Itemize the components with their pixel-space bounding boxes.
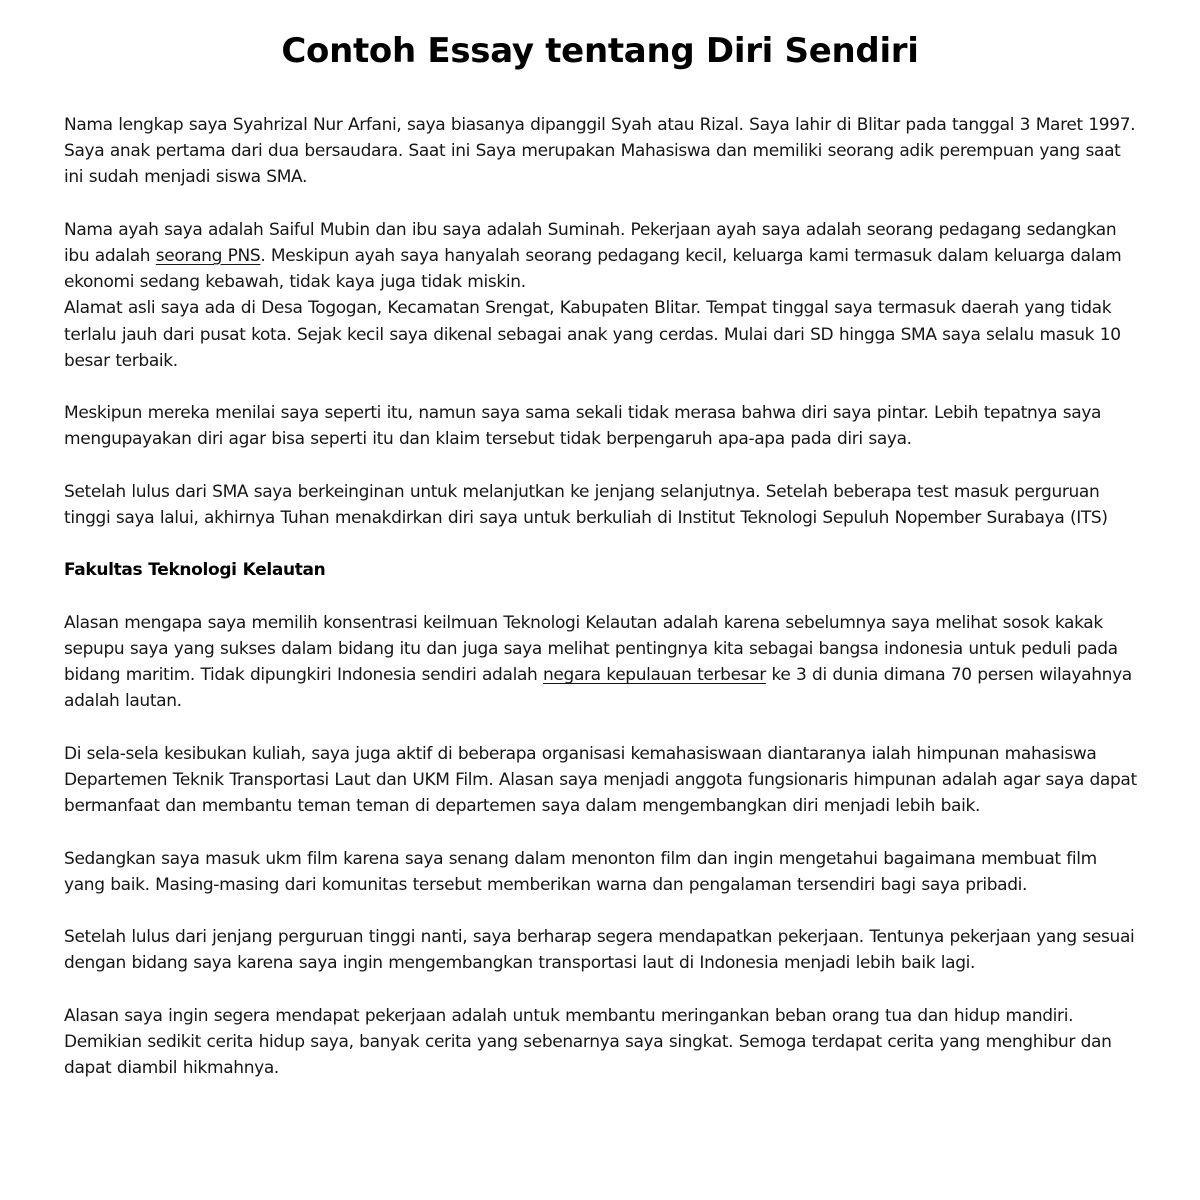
paragraph-opinion: Meskipun mereka menilai saya seperti itu, namun saya sama sekali tidak merasa bahwa diri saya pintar. Lebih tepatnya saya mengupayakan diri agar bisa seperti itu dan klaim tersebut tidak berpengaruh apa-apa pada diri saya. [64, 403, 1102, 450]
paragraph-intro: Nama lengkap saya Syahrizal Nur Arfani, saya biasanya dipanggil Syah atau Rizal. Saya lahir di Blitar pada tanggal 3 Maret 1997. Saya anak pertama dari dua bersaudara. Saat ini Saya merupakan Mahasiswa dan memiliki seorang adik perempuan yang saat ini sudah menjadi siswa SMA. [64, 115, 1136, 188]
paragraph-closing: Alasan saya ingin segera mendapat pekerjaan adalah untuk membantu meringankan beban orang tua dan hidup mandiri. Demikian sedikit cerita hidup saya, banyak cerita yang sebenarnya saya singkat. Semoga terdapat cerita yang menghibur dan dapat diambil hikmahnya. [64, 1005, 1112, 1079]
negara-kepulauan-link[interactable]: negara kepulauan terbesar [543, 665, 766, 686]
paragraph-family [64, 217, 1142, 296]
paragraph-reason-text-end: ke 3 di dunia dimana 70 persen wilayahnya adalah lautan. [64, 665, 1132, 712]
paragraph-university: Setelah lulus dari SMA saya berkeinginan untuk melanjutkan ke jenjang selanjutnya. Setelah beberapa test masuk perguruan tinggi saya lalui, akhirnya Tuhan menakdirkan diri saya untuk berkuliah di Institut Teknologi Sepuluh Nopember Surabaya (ITS) [64, 481, 1108, 528]
section-heading-faculty: Fakultas Teknologi Kelautan [64, 560, 326, 581]
paragraph-reason [64, 610, 1142, 715]
essay-body [64, 112, 1142, 1108]
paragraph-film-club: Sedangkan saya masuk ukm film karena saya senang dalam menonton film dan ingin mengetahui bagaimana membuat film yang baik. Masing-masing dari komunitas tersebut memberikan warna dan pengalaman tersendiri bagi saya pribadi. [64, 848, 1097, 895]
paragraph-family-text-end: . Meskipun ayah saya hanyalah seorang pedagang kecil, keluarga kami termasuk dalam keluarga dalam ekonomi sedang kebawah, tidak kaya juga tidak miskin. [64, 246, 1122, 293]
paragraph-address: Alamat asli saya ada di Desa Togogan, Kecamatan Srengat, Kabupaten Blitar. Tempat tinggal saya termasuk daerah yang tidak terlalu jauh dari pusat kota. Sejak kecil saya dikenal sebagai anak yang cerdas. Mulai dari SD hingga SMA saya selalu masuk 10 besar terbaik. [64, 298, 1121, 371]
paragraph-reason-text-start: Alasan mengapa saya memilih konsentrasi keilmuan Teknologi Kelautan adalah karena sebelumnya saya melihat sosok kakak sepupu saya yang sukses dalam bidang itu dan juga saya melihat pentingnya kita sebagai bangsa indonesia untuk peduli pada bidang maritim. Tidak dipungkiri Indonesia sendiri adalah [64, 612, 1118, 686]
paragraph-family-text-start: Nama ayah saya adalah Saiful Mubin dan ibu saya adalah Suminah. Pekerjaan ayah saya adalah seorang pedagang sedangkan ibu adalah [64, 219, 1117, 266]
paragraph-organizations: Di sela-sela kesibukan kuliah, saya juga aktif di beberapa organisasi kemahasiswaan diantaranya ialah himpunan mahasiswa Departemen Teknik Transportasi Laut dan UKM Film. Alasan saya menjadi anggota fungsionaris himpunan adalah agar saya dapat bermanfaat dan membantu teman teman di departemen saya dalam mengembangkan diri menjadi lebih baik. [64, 743, 1137, 817]
page-title: Contoh Essay tentang Diri Sendiri [281, 31, 919, 71]
paragraph-career: Setelah lulus dari jenjang perguruan tinggi nanti, saya berharap segera mendapatkan pekerjaan. Tentunya pekerjaan yang sesuai dengan bidang saya karena saya ingin mengembangkan transportasi laut di Indonesia menjadi lebih baik lagi. [64, 927, 1135, 974]
seorang-pns-link[interactable]: seorang PNS [155, 246, 261, 266]
